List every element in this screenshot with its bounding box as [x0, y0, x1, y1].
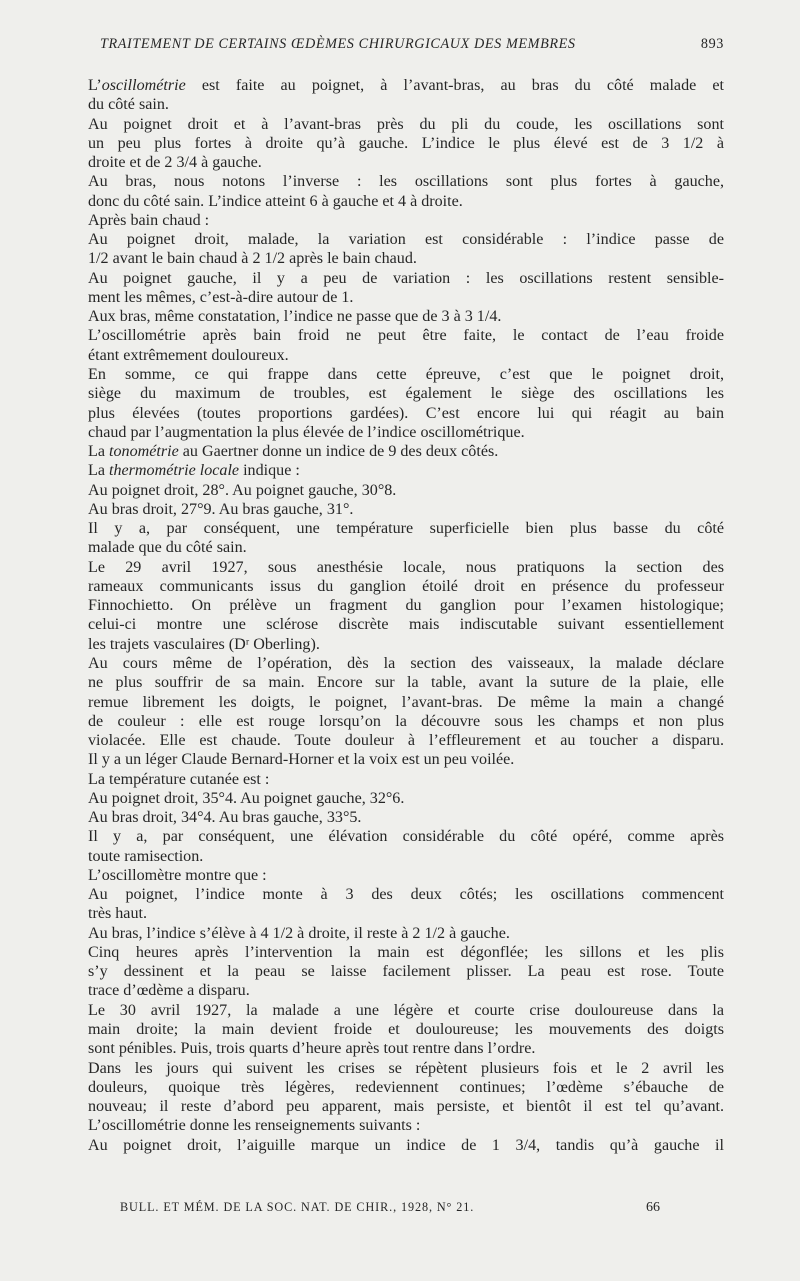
text-run: La — [88, 462, 109, 480]
text-line: remue librement les doigts, le poignet, l’avant-bras. De même la main a changé — [88, 693, 724, 711]
text-line: Cinq heures après l’intervention la main est dégonflée; les sillons et les plis — [88, 943, 724, 961]
page-header — [100, 34, 724, 58]
text-line: En somme, ce qui frappe dans cette épreuve, c’est que le poignet droit, — [88, 365, 724, 383]
text-line: Au bras, nous notons l’inverse : les oscillations sont plus fortes à gauche, — [88, 173, 724, 191]
text-line: les trajets vasculaires (Dʳ Oberling). — [88, 635, 320, 653]
text-line: Au poignet droit, 35°4. Au poignet gauche, 32°6. — [88, 789, 405, 807]
page-number: 893 — [700, 36, 724, 52]
text-run: est faite au poignet, à l’avant-bras, au bras du côté malade et — [185, 77, 724, 94]
text-line: Au bras droit, 27°9. Au bras gauche, 31°. — [88, 500, 354, 518]
text-line — [88, 442, 724, 461]
running-title: TRAITEMENT DE CERTAINS ŒDÈMES CHIRURGICAUX DES MEMBRES — [100, 36, 576, 52]
text-line — [88, 76, 724, 95]
text-line: La température cutanée est : — [88, 770, 270, 788]
text-line: Il y a un léger Claude Bernard-Horner et la voix est un peu voilée. — [88, 751, 515, 769]
text-line: L’oscillomètre montre que : — [88, 866, 267, 884]
text-line: Au bras droit, 34°4. Au bras gauche, 33°5. — [88, 809, 362, 827]
text-line: Le 30 avril 1927, la malade a une légère et courte crise douloureuse dans la — [88, 1001, 724, 1019]
text-line — [88, 461, 724, 480]
text-line: étant extrêmement douloureux. — [88, 346, 289, 364]
text-line: celui-ci montre une sclérose discrète mais indiscutable suivant essentiellement — [88, 616, 724, 634]
journal-citation: BULL. ET MÉM. DE LA SOC. NAT. DE CHIR., 1928, N° 21. — [120, 1200, 475, 1214]
text-line: du côté sain. — [88, 96, 169, 114]
text-line: Dans les jours qui suivent les crises se répètent plusieurs fois et le 2 avril les — [88, 1059, 724, 1077]
text-line: Au poignet droit, l’aiguille marque un indice de 1 3/4, tandis qu’à gauche il — [88, 1136, 724, 1154]
text-line: ment les mêmes, c’est-à-dire autour de 1. — [88, 288, 354, 306]
text-line: de couleur : elle est rouge lorsqu’on la découvre sous les champs et non plus — [88, 712, 724, 730]
italic-term: thermométrie locale — [109, 462, 240, 480]
text-line: un peu plus fortes à droite qu’à gauche. L’indice le plus élevé est de 3 1/2 à — [88, 134, 724, 152]
text-line: Il y a, par conséquent, une température superficielle bien plus basse du côté — [88, 520, 724, 538]
signature-mark: 66 — [646, 1200, 660, 1215]
text-run: au Gaertner donne un indice de 9 des deux côtés. — [178, 443, 499, 461]
text-line: s’y dessinent et la peau se laisse facilement plisser. La peau est rose. Toute — [88, 963, 724, 981]
text-run: L’ — [88, 77, 102, 94]
text-run: La — [88, 443, 109, 461]
text-line: Au poignet gauche, il y a peu de variation : les oscillations restent sensible- — [88, 269, 724, 287]
text-line: Il y a, par conséquent, une élévation considérable du côté opéré, comme après — [88, 828, 724, 846]
text-line: Au bras, l’indice s’élève à 4 1/2 à droite, il reste à 2 1/2 à gauche. — [88, 924, 510, 942]
text-line: Au poignet, l’indice monte à 3 des deux côtés; les oscillations commencent — [88, 886, 724, 904]
text-run: indique : — [239, 462, 300, 480]
text-line: 1/2 avant le bain chaud à 2 1/2 après le bain chaud. — [88, 250, 417, 268]
body-text — [88, 76, 724, 1155]
text-line: Au poignet droit et à l’avant-bras près du pli du coude, les oscillations sont — [88, 115, 724, 133]
text-line: ne plus souffrir de sa main. Encore sur la table, avant la suture de la plaie, elle — [88, 674, 724, 692]
text-line: plus élevées (toutes proportions gardées). C’est encore lui qui réagit au bain — [88, 404, 724, 422]
text-line: donc du côté sain. L’indice atteint 6 à gauche et 4 à droite. — [88, 192, 463, 210]
italic-term: oscillométrie — [101, 77, 186, 94]
text-line: Après bain chaud : — [88, 211, 210, 229]
text-line: rameaux communicants issus du ganglion étoilé droit en présence du professeur — [88, 577, 724, 595]
text-line: L’oscillométrie donne les renseignements suivants : — [88, 1117, 421, 1135]
text-line: Au poignet droit, 28°. Au poignet gauche, 30°8. — [88, 481, 397, 499]
italic-term: tonométrie — [109, 443, 179, 461]
text-line: chaud par l’augmentation la plus élevée de l’indice oscillométrique. — [88, 423, 525, 441]
text-line: main droite; la main devient froide et douloureuse; les mouvements des doigts — [88, 1021, 724, 1039]
text-line: douleurs, quoique très légères, redeviennent continues; l’œdème s’ébauche de — [88, 1078, 724, 1096]
page-footer — [120, 1200, 660, 1222]
text-line: malade que du côté sain. — [88, 539, 247, 557]
text-line: sont pénibles. Puis, trois quarts d’heure après tout rentre dans l’ordre. — [88, 1040, 536, 1058]
text-line: Finnochietto. On prélève un fragment du ganglion pour l’examen histologique; — [88, 597, 724, 615]
text-line: Le 29 avril 1927, sous anesthésie locale, nous pratiquons la section des — [88, 558, 724, 576]
text-line: Au cours même de l’opération, dès la section des vaisseaux, la malade déclare — [88, 654, 724, 672]
text-line: Aux bras, même constatation, l’indice ne passe que de 3 à 3 1/4. — [88, 308, 502, 326]
text-line: violacée. Elle est chaude. Toute douleur à l’effleurement et au toucher a disparu. — [88, 732, 724, 750]
text-line: droite et de 2 3/4 à gauche. — [88, 154, 262, 172]
text-line: nouveau; il reste d’abord peu apparent, mais persiste, et bientôt il est tel qu’avant. — [88, 1098, 724, 1116]
text-line: Au poignet droit, malade, la variation est considérable : l’indice passe de — [88, 231, 724, 249]
text-line: siège du maximum de troubles, est également le siège des oscillations les — [88, 385, 724, 403]
text-line: L’oscillométrie après bain froid ne peut être faite, le contact de l’eau froide — [88, 327, 724, 345]
text-line: trace d’œdème a disparu. — [88, 982, 250, 1000]
text-line: toute ramisection. — [88, 847, 204, 865]
text-line: très haut. — [88, 905, 147, 923]
